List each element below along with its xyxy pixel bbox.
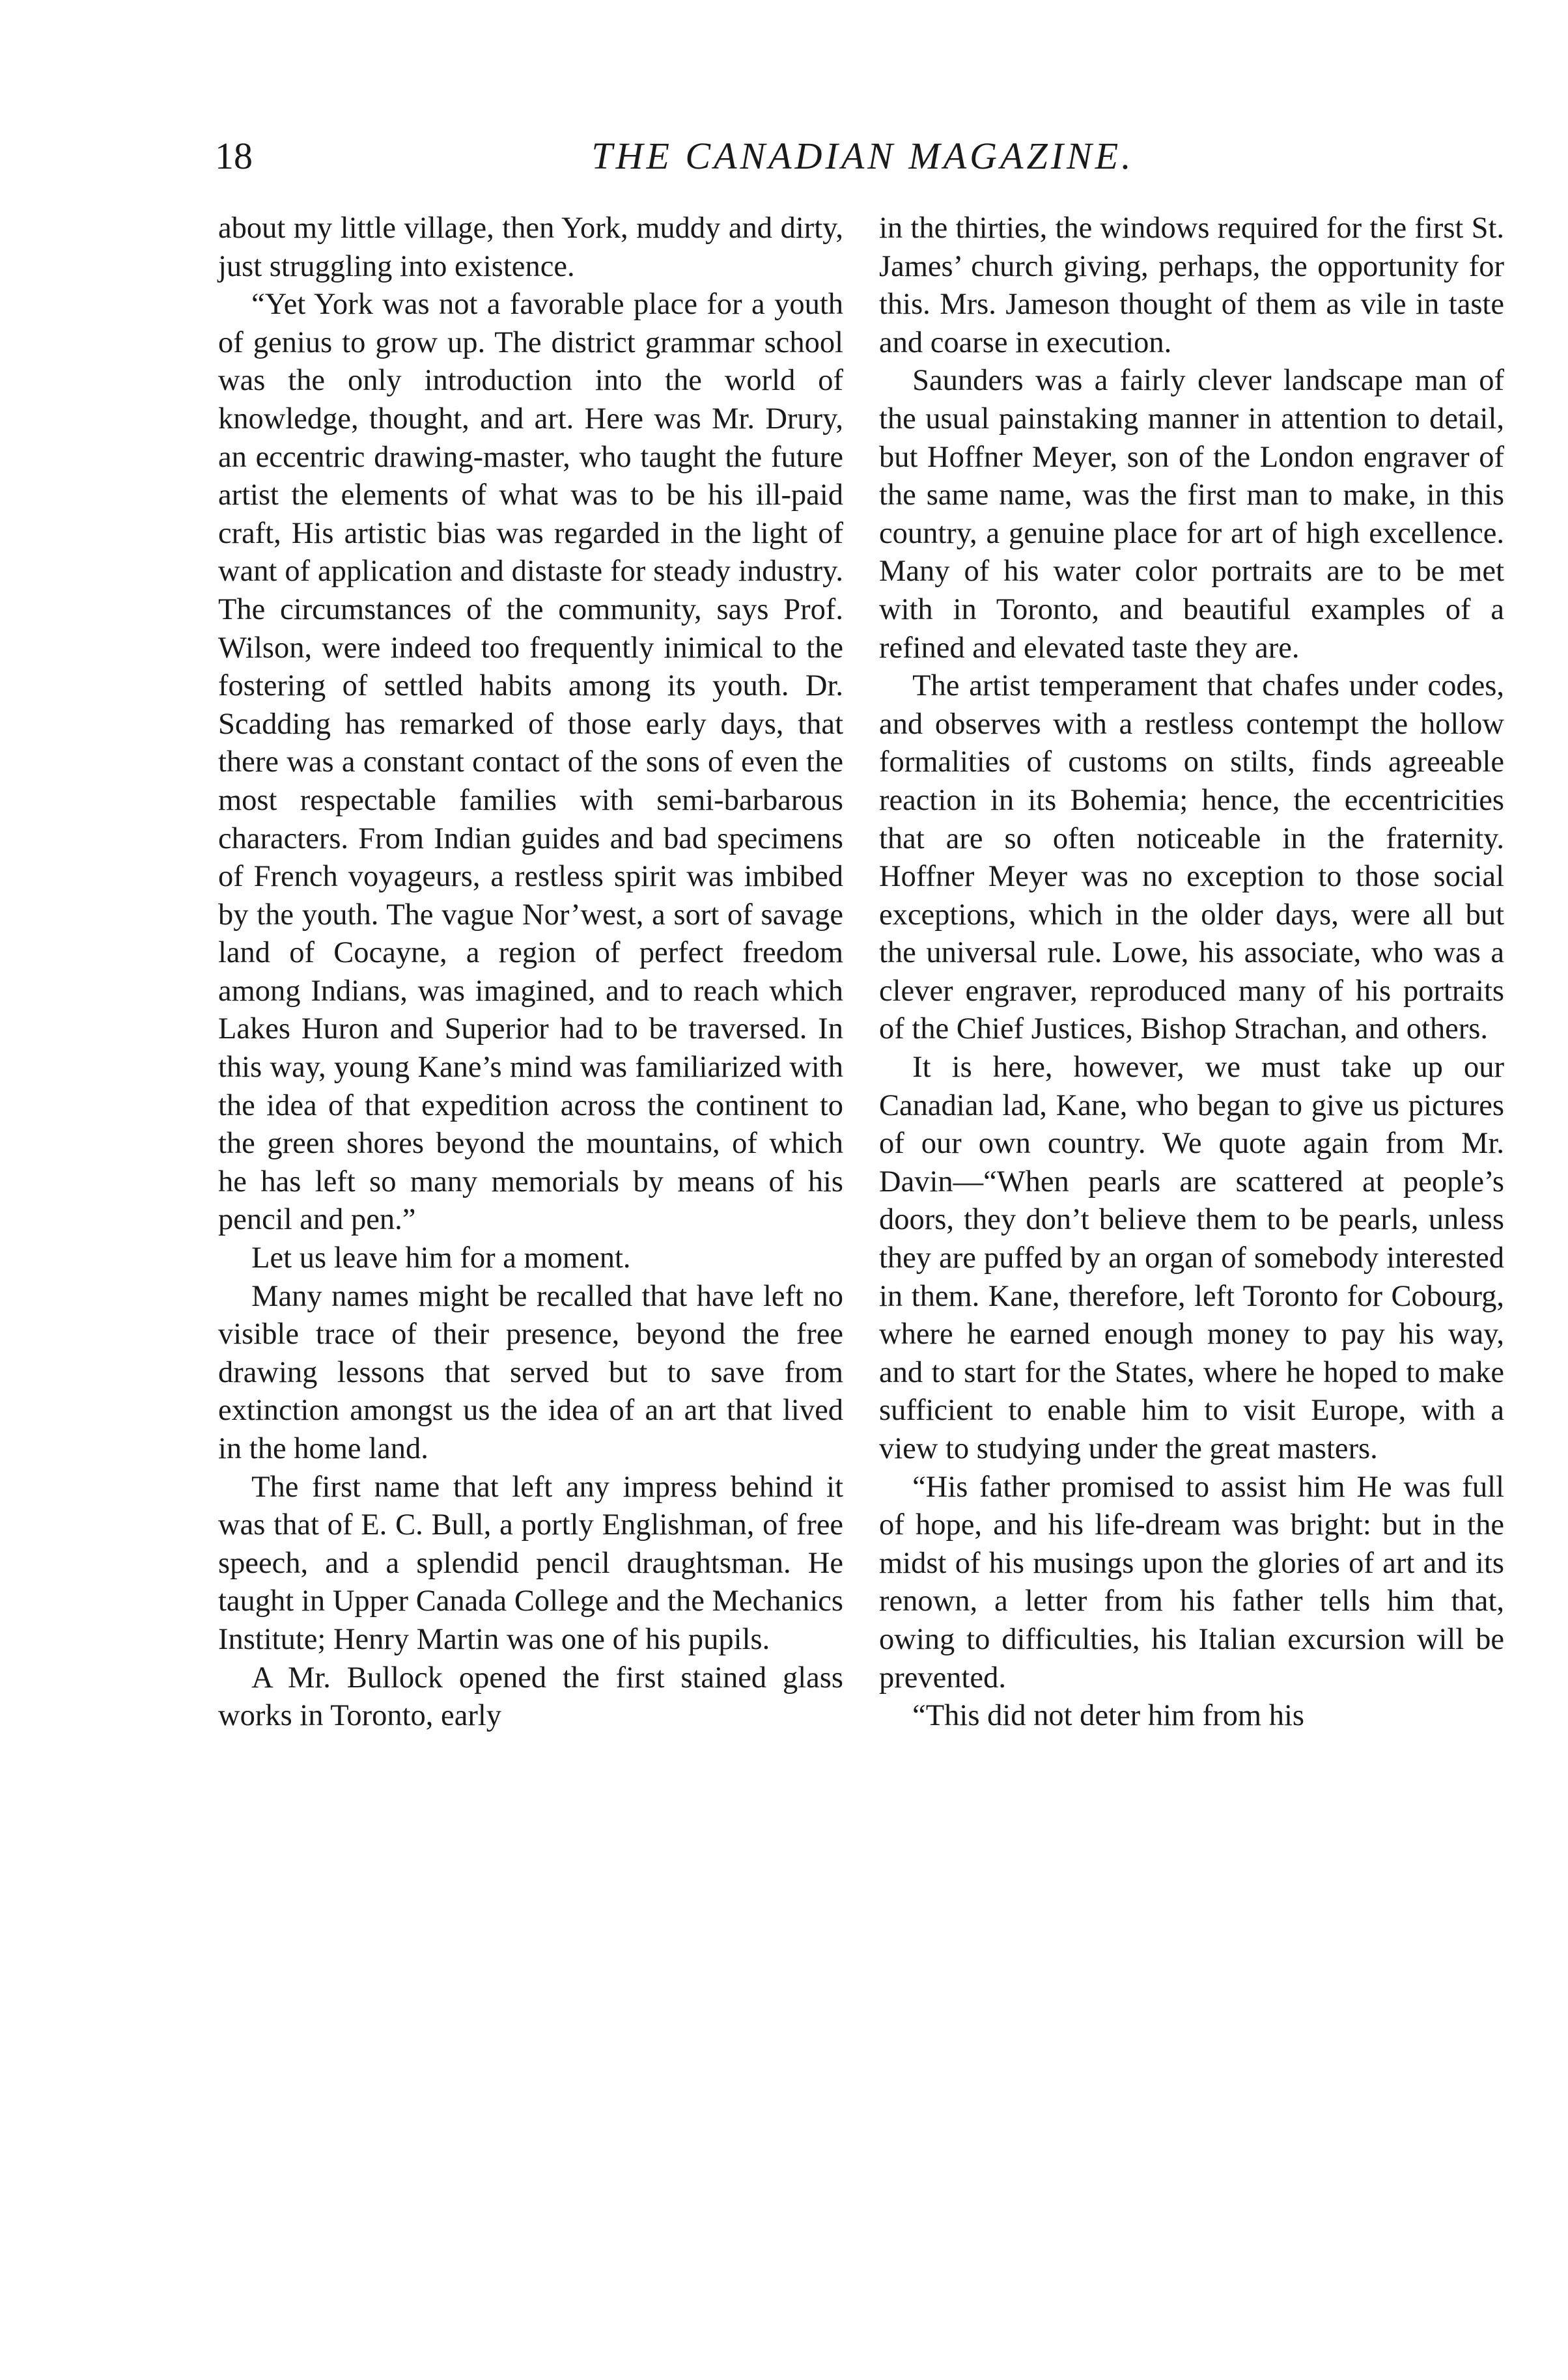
right-column [879, 210, 1504, 1736]
paragraph: in the thirties, the windows required for the first St. James’ church giving, perhaps, the opportunity for this. Mrs. Jameson thought of them as vile in taste and coarse in execution. [879, 212, 1504, 359]
paragraph: It is here, however, we must take up our Canadian lad, Kane, who began to give us pictures of our own country. We quote again from Mr. Davin—“When pearls are scattered at people’s doors, they don’t believe them to be pearls, unless they are puffed by an organ of somebody interested in them. Kane, therefore, left Toronto for Cobourg, where he earned enough money to pay his way, and to start for the States, where he hoped to make sufficient to enable him to visit Europe, with a view to studying under the great masters. [879, 1051, 1504, 1465]
paragraph: The artist temperament that chafes under codes, and observes with a restless contempt the hollow formalities of customs on stilts, finds agreeable reaction in its Bohemia; hence, the eccentricities that are so often noticeable in the fraternity. Hoffner Meyer was no exception to those social exceptions, which in the older days, were all but the universal rule. Lowe, his associate, who was a clever engraver, reproduced many of his portraits of the Chief Justices, Bishop Strachan, and others. [879, 669, 1504, 1046]
paragraph: “This did not deter him from his [912, 1699, 1304, 1733]
paragraph: Many names might be recalled that have left no visible trace of their presence, beyond the free drawing lessons that served but to save from extinction amongst us the idea of an art that lived in the home land. [218, 1279, 843, 1465]
paragraph: Saunders was a fairly clever landscape man of the usual painstaking manner in attention to detail, but Hoffner Meyer, son of the London engraver of the same name, was the first man to make, in this country, a genuine place for art of high excellence. Many of his water color portraits are to be met with in Toronto, and beautiful examples of a refined and elevated taste they are. [879, 364, 1504, 665]
paragraph: The first name that left any impress behind it was that of E. C. Bull, a portly Englishman, of free speech, and a splendid pencil draughtsman. He taught in Upper Canada College and the Mechanics Institute; Henry Martin was one of his pupils. [218, 1470, 843, 1656]
paragraph: “Yet York was not a favorable place for a youth of genius to grow up. The district grammar school was the only introduction into the world of knowledge, thought, and art. Here was Mr. Drury, an eccentric drawing-master, who taught the future artist the elements of what was to be his ill-paid craft, His artistic bias was regarded in the light of want of application and distaste for steady industry. The circumstances of the community, says Prof. Wilson, were indeed too frequently inimical to the fostering of settled habits among its youth. Dr. Scadding has remarked of those early days, that there was a constant contact of the sons of even the most respectable families with semi-barbarous characters. From Indian guides and bad specimens of French voyageurs, a restless spirit was imbibed by the youth. The vague Nor’west, a sort of savage land of Cocayne, a region of perfect freedom among Indians, was imagined, and to reach which Lakes Huron and Superior had to be traversed. In this way, young Kane’s mind was familiarized with the idea of that expedition across the continent to the green shores beyond the mountains, of which he has left so many memorials by means of his pencil and pen.” [218, 288, 843, 1237]
paragraph: about my little village, then York, muddy and dirty, just struggling into existence. [218, 212, 843, 283]
paragraph: Let us leave him for a moment. [251, 1241, 631, 1275]
page-header [215, 130, 1511, 182]
left-column [218, 210, 843, 1736]
running-title: THE CANADIAN MAGAZINE. [591, 135, 1134, 177]
page-number: 18 [215, 135, 253, 177]
paragraph: “His father promised to assist him He was full of hope, and his life-dream was bright: but in the midst of his musings upon the glories of art and its renown, a letter from his father tells him that, owing to difficulties, his Italian excursion will be prevented. [879, 1470, 1504, 1695]
paragraph: A Mr. Bullock opened the first stained glass works in Toronto, early [218, 1661, 843, 1733]
